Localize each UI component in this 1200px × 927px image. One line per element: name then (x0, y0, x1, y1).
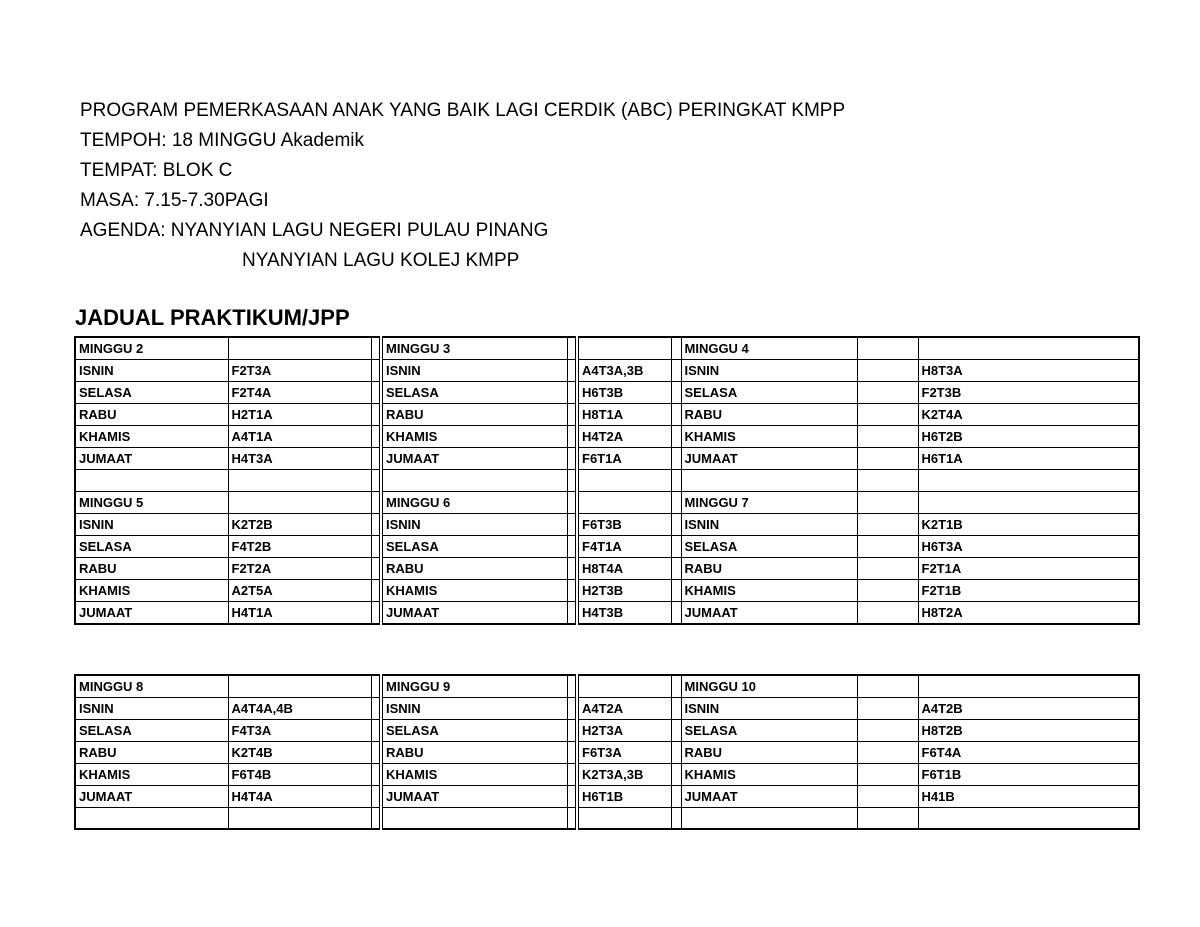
table-cell (681, 808, 857, 830)
column-spacer (567, 426, 577, 448)
column-spacer (671, 360, 681, 382)
table-cell (857, 808, 918, 830)
table-row (75, 720, 1139, 742)
table-cell: MINGGU 2 (75, 337, 228, 360)
column-spacer (567, 382, 577, 404)
column-spacer (371, 382, 381, 404)
table-cell: F6T3A (577, 742, 671, 764)
table-cell (75, 808, 228, 830)
table-cell: JUMAAT (381, 786, 567, 808)
table-cell (577, 470, 671, 492)
table-cell: RABU (381, 404, 567, 426)
table-cell: SELASA (75, 720, 228, 742)
table-cell (381, 470, 567, 492)
table-cell: K2T3A,3B (577, 764, 671, 786)
column-spacer (567, 601, 577, 624)
table-cell: KHAMIS (381, 764, 567, 786)
column-spacer (671, 764, 681, 786)
column-spacer (567, 557, 577, 579)
table-cell: H41B (918, 786, 1139, 808)
column-spacer (567, 337, 577, 360)
column-spacer (567, 698, 577, 720)
table-cell: H8T2A (918, 601, 1139, 624)
table-cell (918, 491, 1139, 513)
column-spacer (567, 742, 577, 764)
table-cell: ISNIN (681, 698, 857, 720)
column-spacer (567, 675, 577, 698)
column-spacer (671, 698, 681, 720)
table-row (75, 808, 1139, 830)
table-cell (857, 557, 918, 579)
table-cell (228, 808, 371, 830)
table-row (75, 764, 1139, 786)
table-cell: F2T3A (228, 360, 371, 382)
table-cell (228, 337, 371, 360)
column-spacer (371, 742, 381, 764)
table-cell: H8T1A (577, 404, 671, 426)
table-cell (857, 448, 918, 470)
table-row (75, 579, 1139, 601)
schedule-table-2 (74, 674, 1140, 830)
column-spacer (371, 404, 381, 426)
table-cell: ISNIN (75, 698, 228, 720)
column-spacer (371, 337, 381, 360)
table-cell (857, 535, 918, 557)
column-spacer (671, 786, 681, 808)
table-cell: H4T3B (577, 601, 671, 624)
table-cell: ISNIN (681, 513, 857, 535)
table-cell: SELASA (75, 382, 228, 404)
table-cell: ISNIN (381, 513, 567, 535)
column-spacer (371, 579, 381, 601)
column-spacer (371, 426, 381, 448)
table-cell (857, 470, 918, 492)
table-cell (918, 470, 1139, 492)
table-cell: H4T3A (228, 448, 371, 470)
table-cell: F6T3B (577, 513, 671, 535)
table-cell: KHAMIS (681, 426, 857, 448)
table-cell: JUMAAT (681, 786, 857, 808)
table-cell: MINGGU 4 (681, 337, 857, 360)
table-cell: KHAMIS (75, 764, 228, 786)
table-cell (857, 426, 918, 448)
table-cell (857, 360, 918, 382)
table-cell: SELASA (381, 382, 567, 404)
column-spacer (671, 337, 681, 360)
table-cell: MINGGU 5 (75, 491, 228, 513)
table-cell: A4T2A (577, 698, 671, 720)
section-title: JADUAL PRAKTIKUM/JPP (75, 305, 350, 330)
table-cell: K2T2B (228, 513, 371, 535)
table-cell: ISNIN (75, 513, 228, 535)
table-cell: SELASA (381, 720, 567, 742)
table-cell: RABU (75, 404, 228, 426)
column-spacer (671, 579, 681, 601)
table-cell (228, 491, 371, 513)
table-cell (857, 337, 918, 360)
table-cell: SELASA (75, 535, 228, 557)
table-cell: RABU (75, 742, 228, 764)
table-cell: JUMAAT (381, 448, 567, 470)
column-spacer (371, 491, 381, 513)
column-spacer (371, 535, 381, 557)
table-cell: KHAMIS (381, 579, 567, 601)
table-cell: JUMAAT (381, 601, 567, 624)
agenda-line-2: NYANYIAN LAGU KOLEJ KMPP (242, 250, 520, 271)
table-cell (857, 720, 918, 742)
table-cell (857, 513, 918, 535)
table-cell (857, 742, 918, 764)
table-cell: ISNIN (681, 360, 857, 382)
column-spacer (671, 808, 681, 830)
table-cell: F6T1A (577, 448, 671, 470)
table-cell (918, 808, 1139, 830)
table-row (75, 601, 1139, 624)
table-cell: ISNIN (381, 698, 567, 720)
table-cell: KHAMIS (381, 426, 567, 448)
column-spacer (371, 448, 381, 470)
table-cell (381, 808, 567, 830)
table-row (75, 698, 1139, 720)
table-row (75, 448, 1139, 470)
table-cell: F4T1A (577, 535, 671, 557)
duration-line: TEMPOH: 18 MINGGU Akademik (80, 130, 365, 151)
table-cell: K2T4A (918, 404, 1139, 426)
table-cell: JUMAAT (681, 601, 857, 624)
table-cell: JUMAAT (681, 448, 857, 470)
table-cell: SELASA (681, 382, 857, 404)
table-row (75, 535, 1139, 557)
column-spacer (671, 742, 681, 764)
table-cell (75, 470, 228, 492)
table-cell: F6T1B (918, 764, 1139, 786)
table-cell (918, 337, 1139, 360)
table-cell: JUMAAT (75, 786, 228, 808)
table-cell (577, 808, 671, 830)
table-cell: ISNIN (75, 360, 228, 382)
table-cell (857, 698, 918, 720)
column-spacer (671, 675, 681, 698)
table-cell: A4T4A,4B (228, 698, 371, 720)
table-cell (857, 382, 918, 404)
column-spacer (671, 535, 681, 557)
table-row (75, 491, 1139, 513)
column-spacer (371, 675, 381, 698)
column-spacer (671, 720, 681, 742)
column-spacer (371, 360, 381, 382)
table-cell: KHAMIS (681, 579, 857, 601)
column-spacer (567, 448, 577, 470)
table-cell: JUMAAT (75, 601, 228, 624)
column-spacer (671, 557, 681, 579)
table-row (75, 470, 1139, 492)
table-cell: H4T4A (228, 786, 371, 808)
column-spacer (567, 360, 577, 382)
table-cell: F2T1A (918, 557, 1139, 579)
table-cell: MINGGU 7 (681, 491, 857, 513)
table-cell: A4T1A (228, 426, 371, 448)
column-spacer (567, 786, 577, 808)
table-cell: F2T1B (918, 579, 1139, 601)
table-row (75, 742, 1139, 764)
column-spacer (567, 470, 577, 492)
table-cell (918, 675, 1139, 698)
column-spacer (671, 382, 681, 404)
table-row (75, 337, 1139, 360)
table-cell: H2T3B (577, 579, 671, 601)
column-spacer (671, 601, 681, 624)
column-spacer (671, 448, 681, 470)
column-spacer (567, 808, 577, 830)
table-cell: H6T1A (918, 448, 1139, 470)
table-cell: SELASA (681, 720, 857, 742)
table-cell (857, 404, 918, 426)
table-cell: F2T4A (228, 382, 371, 404)
table-cell: A4T3A,3B (577, 360, 671, 382)
time-line: MASA: 7.15-7.30PAGI (80, 190, 269, 211)
column-spacer (567, 720, 577, 742)
table-cell (857, 491, 918, 513)
table-cell: A4T2B (918, 698, 1139, 720)
table-cell: K2T1B (918, 513, 1139, 535)
schedule-table-1 (74, 336, 1140, 625)
column-spacer (567, 579, 577, 601)
table-cell: MINGGU 8 (75, 675, 228, 698)
table-cell: F2T2A (228, 557, 371, 579)
column-spacer (371, 808, 381, 830)
column-spacer (567, 764, 577, 786)
column-spacer (567, 513, 577, 535)
table-cell (857, 601, 918, 624)
table-cell: H2T1A (228, 404, 371, 426)
column-spacer (567, 491, 577, 513)
table-cell: RABU (75, 557, 228, 579)
table-cell (857, 579, 918, 601)
table-cell (857, 786, 918, 808)
table-cell: H8T3A (918, 360, 1139, 382)
table-cell: KHAMIS (75, 426, 228, 448)
table-cell: KHAMIS (75, 579, 228, 601)
agenda-line: AGENDA: NYANYIAN LAGU NEGERI PULAU PINANG (80, 220, 549, 241)
table-cell: MINGGU 10 (681, 675, 857, 698)
table-row (75, 404, 1139, 426)
column-spacer (671, 513, 681, 535)
column-spacer (371, 720, 381, 742)
table-cell: JUMAAT (75, 448, 228, 470)
table-cell: SELASA (381, 535, 567, 557)
column-spacer (371, 786, 381, 808)
table-cell (577, 491, 671, 513)
table-cell (228, 470, 371, 492)
column-spacer (371, 764, 381, 786)
table-row (75, 426, 1139, 448)
table-row (75, 786, 1139, 808)
document-header (80, 96, 845, 276)
table-cell (577, 675, 671, 698)
table-cell: H4T2A (577, 426, 671, 448)
table-cell: H6T3A (918, 535, 1139, 557)
table-cell: H4T1A (228, 601, 371, 624)
table-cell (681, 470, 857, 492)
table-row (75, 382, 1139, 404)
table-row (75, 557, 1139, 579)
column-spacer (671, 491, 681, 513)
table-cell: K2T4B (228, 742, 371, 764)
table-cell: MINGGU 3 (381, 337, 567, 360)
column-spacer (671, 404, 681, 426)
column-spacer (371, 513, 381, 535)
table-row (75, 513, 1139, 535)
column-spacer (371, 601, 381, 624)
table-cell: F6T4A (918, 742, 1139, 764)
column-spacer (671, 426, 681, 448)
table-cell: MINGGU 6 (381, 491, 567, 513)
table-row (75, 675, 1139, 698)
table-cell: F4T3A (228, 720, 371, 742)
table-cell: A2T5A (228, 579, 371, 601)
column-spacer (671, 470, 681, 492)
table-cell: H6T3B (577, 382, 671, 404)
table-cell: RABU (381, 742, 567, 764)
table-cell: F2T3B (918, 382, 1139, 404)
table-cell: H2T3A (577, 720, 671, 742)
table-cell: H6T2B (918, 426, 1139, 448)
table-row (75, 360, 1139, 382)
table-cell: RABU (681, 404, 857, 426)
table-cell: H8T2B (918, 720, 1139, 742)
column-spacer (567, 535, 577, 557)
table-cell: SELASA (681, 535, 857, 557)
table-cell: F4T2B (228, 535, 371, 557)
table-cell: KHAMIS (681, 764, 857, 786)
table-cell (577, 337, 671, 360)
table-cell: RABU (681, 742, 857, 764)
table-cell: ISNIN (381, 360, 567, 382)
table-cell: H8T4A (577, 557, 671, 579)
table-cell: F6T4B (228, 764, 371, 786)
column-spacer (567, 404, 577, 426)
table-cell: RABU (681, 557, 857, 579)
venue-line: TEMPAT: BLOK C (80, 160, 233, 181)
table-cell: RABU (381, 557, 567, 579)
column-spacer (371, 557, 381, 579)
table-cell: MINGGU 9 (381, 675, 567, 698)
table-cell (857, 764, 918, 786)
column-spacer (371, 470, 381, 492)
table-cell: H6T1B (577, 786, 671, 808)
column-spacer (371, 698, 381, 720)
table-cell (857, 675, 918, 698)
table-cell (228, 675, 371, 698)
program-title: PROGRAM PEMERKASAAN ANAK YANG BAIK LAGI CERDIK (ABC) PERINGKAT KMPP (80, 100, 846, 121)
